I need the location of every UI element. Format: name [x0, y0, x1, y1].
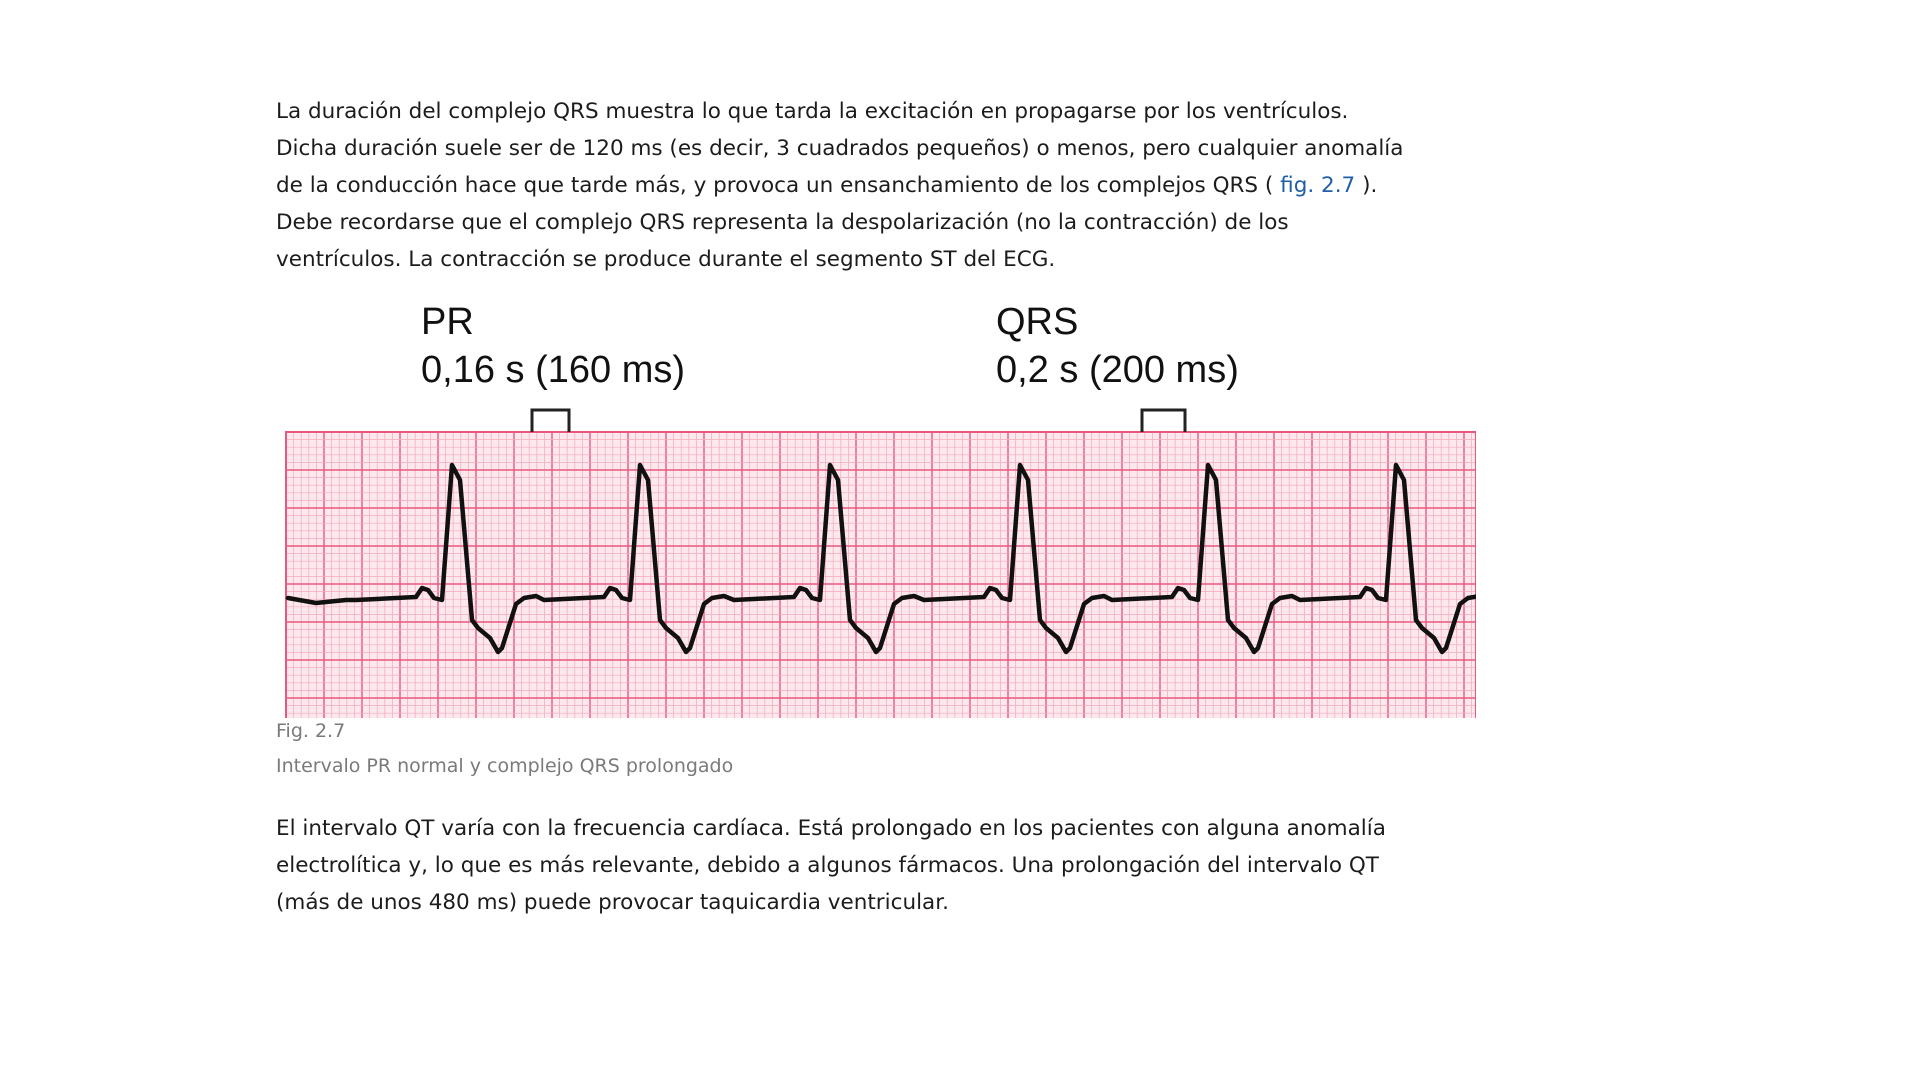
- pr-interval-bracket: [532, 410, 569, 432]
- text-line: (más de unos 480 ms) puede provocar taquicardia ventricular.: [276, 890, 949, 915]
- qrs-value: 0,2 s (200 ms): [996, 349, 1239, 391]
- text-line: La duración del complejo QRS muestra lo que tarda la excitación en propagarse por los ventrículos.: [276, 99, 1349, 124]
- text-segment: de la conducción hace que tarde más, y provoca un ensanchamiento de los complejos QRS (: [276, 173, 1274, 198]
- qrs-label: QRS: [996, 301, 1079, 343]
- text-line: Debe recordarse que el complejo QRS representa la despolarización (no la contracción) de los: [276, 210, 1289, 235]
- qrs-interval-bracket: [1142, 410, 1185, 432]
- figure-label: Fig. 2.7: [276, 720, 346, 742]
- paragraph-qt-interval: [276, 810, 1516, 921]
- text-line: [276, 167, 1516, 204]
- ecg-figure: [276, 298, 1476, 718]
- text-line: Dicha duración suele ser de 120 ms (es decir, 3 cuadrados pequeños) o menos, pero cualquier anomalía: [276, 136, 1404, 161]
- pr-value: 0,16 s (160 ms): [421, 349, 685, 391]
- text-segment: ).: [1362, 173, 1378, 198]
- text-line: El intervalo QT varía con la frecuencia cardíaca. Está prolongado en los pacientes con alguna anomalía: [276, 816, 1386, 841]
- text-line: ventrículos. La contracción se produce durante el segmento ST del ECG.: [276, 247, 1056, 272]
- figure-reference-link[interactable]: fig. 2.7: [1280, 173, 1356, 198]
- text-line: electrolítica y, lo que es más relevante, debido a algunos fármacos. Una prolongación del intervalo QT: [276, 853, 1379, 878]
- figure-caption: Intervalo PR normal y complejo QRS prolongado: [276, 755, 734, 777]
- paragraph-qrs-duration: [276, 93, 1516, 278]
- ecg-grid: [286, 432, 1476, 718]
- pr-label: PR: [421, 301, 474, 343]
